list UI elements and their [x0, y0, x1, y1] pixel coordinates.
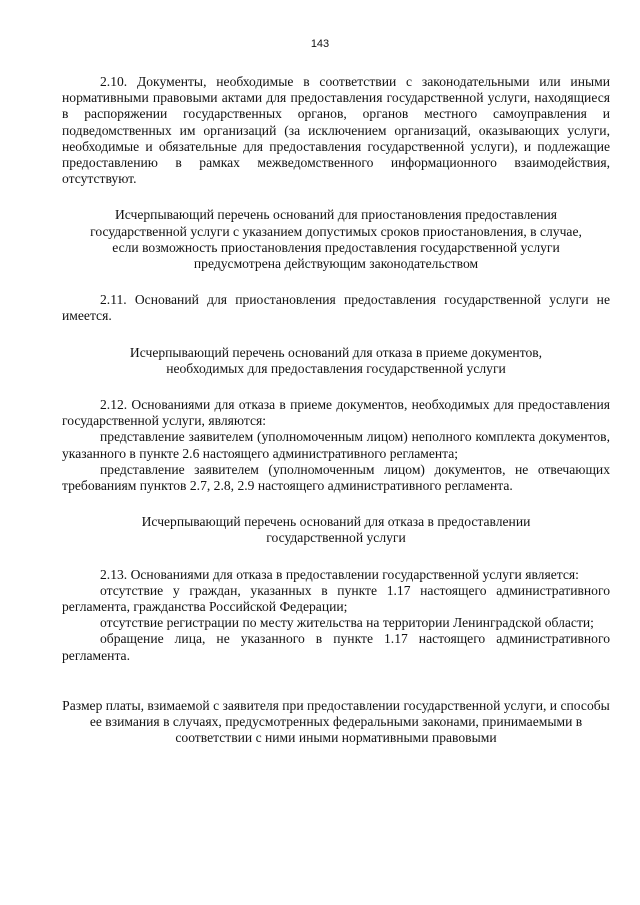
document-body	[62, 74, 610, 747]
paragraph-2-11: 2.11. Оснований для приостановления предоставления государственной услуги не имеется.	[62, 292, 610, 324]
page-number: 143	[310, 38, 330, 50]
paragraph-2-12: 2.12. Основаниями для отказа в приеме документов, необходимых для предоставления государственной услуги, являются:	[62, 397, 610, 429]
heading-refusal-documents: Исчерпывающий перечень оснований для отказа в приеме документов, необходимых для предоставления государственной услуги	[129, 344, 543, 376]
heading-fee: Размер платы, взимаемой с заявителя при предоставлении государственной услуги, и способы ее взимания в случаях, предусмотренных федеральными законами, принимаемыми в соответствии с ними иными нормативными правовыми	[62, 697, 610, 746]
list-item: обращение лица, не указанного в пункте 1.17 настоящего административного регламента.	[62, 631, 610, 663]
list-item: отсутствие у граждан, указанных в пункте 1.17 настоящего административного регламента, гражданства Российской Федерации;	[62, 582, 610, 615]
list-item: представление заявителем (уполномоченным лицом) неполного комплекта документов, указанного в пункте 2.6 настоящего административного регламента;	[62, 429, 610, 461]
list-item: отсутствие регистрации по месту жительства на территории Ленинградской области;	[100, 615, 594, 631]
paragraph-2-10: 2.10. Документы, необходимые в соответствии с законодательными или иными нормативными правовыми актами для предоставления государственной услуги, находящиеся в распоряжении государственных органов, органов местного самоуправления и подведомственных им организаций (за исключением организаций, оказывающих услуги, необходимые и обязательные для предоставления государственной услуги), и подлежащие предоставлению в рамках межведомственного информационного взаимодействия, отсутствуют.	[62, 74, 610, 187]
heading-suspension-grounds: Исчерпывающий перечень оснований для приостановления предоставления государственной услуги с указанием допустимых сроков приостановления, в случае, если возможность приостановления предоставления государственной услуги предусмотрена действующим законодательством	[90, 207, 582, 272]
list-item: представление заявителем (уполномоченным лицом) документов, не отвечающих требованиям пунктов 2.7, 2.8, 2.9 настоящего административного регламента.	[62, 461, 610, 494]
paragraph-2-13: 2.13. Основаниями для отказа в предоставлении государственной услуги является:	[100, 566, 579, 582]
heading-refusal-service: Исчерпывающий перечень оснований для отказа в предоставлении государственной услуги	[141, 514, 531, 546]
